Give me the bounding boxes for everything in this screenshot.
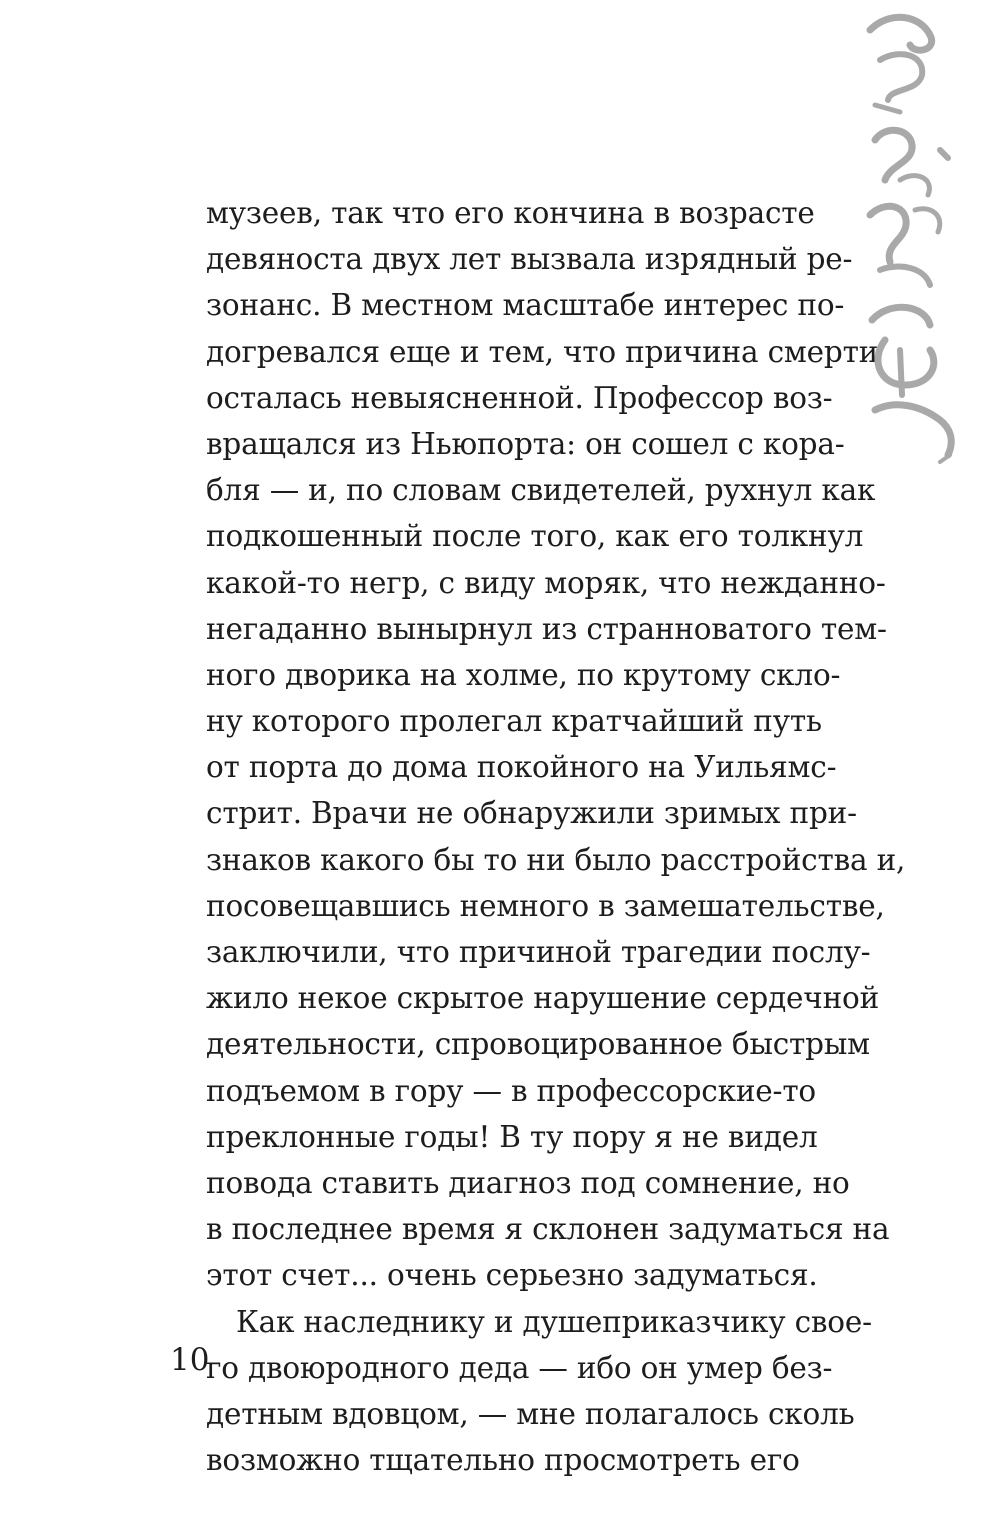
text-line: преклонные годы! В ту пору я не видел: [206, 1119, 818, 1154]
text-line: детным вдовцом, — мне полагалось сколь: [206, 1396, 855, 1431]
text-line: посовещавшись немного в замешательстве,: [206, 888, 885, 923]
body-text: [206, 190, 906, 1483]
text-line: повода ставить диагноз под сомнение, но: [206, 1165, 850, 1200]
text-line: стрит. Врачи не обнаружили зримых при-: [206, 796, 857, 831]
page-number: 10: [170, 1342, 210, 1378]
text-line: музеев, так что его кончина в возрасте: [206, 196, 815, 230]
text-line: Как наследнику и душеприказчику свое-: [236, 1304, 872, 1339]
decorative-vertical-script-icon: [830, 0, 1000, 470]
text-line: подкошенный после того, как его толкнул: [206, 519, 864, 554]
text-line: жило некое скрытое нарушение сердечной: [206, 981, 880, 1016]
text-line: негаданно вынырнул из странноватого тем-: [206, 611, 887, 646]
text-line: догревался еще и тем, что причина смерти: [206, 334, 879, 369]
text-line: осталась невыясненной. Профессор воз-: [206, 380, 833, 415]
text-line: в последнее время я склонен задуматься на: [206, 1212, 890, 1247]
text-line: подъемом в гору — в профессорские-то: [206, 1073, 816, 1108]
paragraph: [206, 190, 906, 1299]
paragraph: [206, 1299, 872, 1484]
text-line: бля — и, по словам свидетелей, рухнул как: [206, 473, 876, 508]
text-line: зонанс. В местном масштабе интерес по-: [206, 288, 845, 323]
text-line: возможно тщательно просмотреть его: [206, 1443, 800, 1478]
text-line: ну которого пролегал кратчайший путь: [206, 704, 822, 739]
text-line: ного дворика на холме, по крутому скло-: [206, 657, 841, 692]
text-line: этот счет... очень серьезно задуматься.: [206, 1258, 818, 1293]
text-line: какой-то негр, с виду моряк, что нежданно-: [206, 565, 886, 600]
text-line: заключили, что причиной трагедии послу-: [206, 935, 871, 969]
text-line: девяноста двух лет вызвала изрядный ре-: [206, 242, 853, 277]
text-line: го двоюродного деда — ибо он умер без-: [206, 1350, 833, 1385]
text-line: от порта до дома покойного на Уильямс-: [206, 750, 837, 785]
text-line: деятельности, спровоцированное быстрым: [206, 1027, 870, 1062]
text-line: знаков какого бы то ни было расстройства и,: [206, 842, 906, 877]
text-line: вращался из Ньюпорта: он сошел с кора-: [206, 426, 845, 461]
